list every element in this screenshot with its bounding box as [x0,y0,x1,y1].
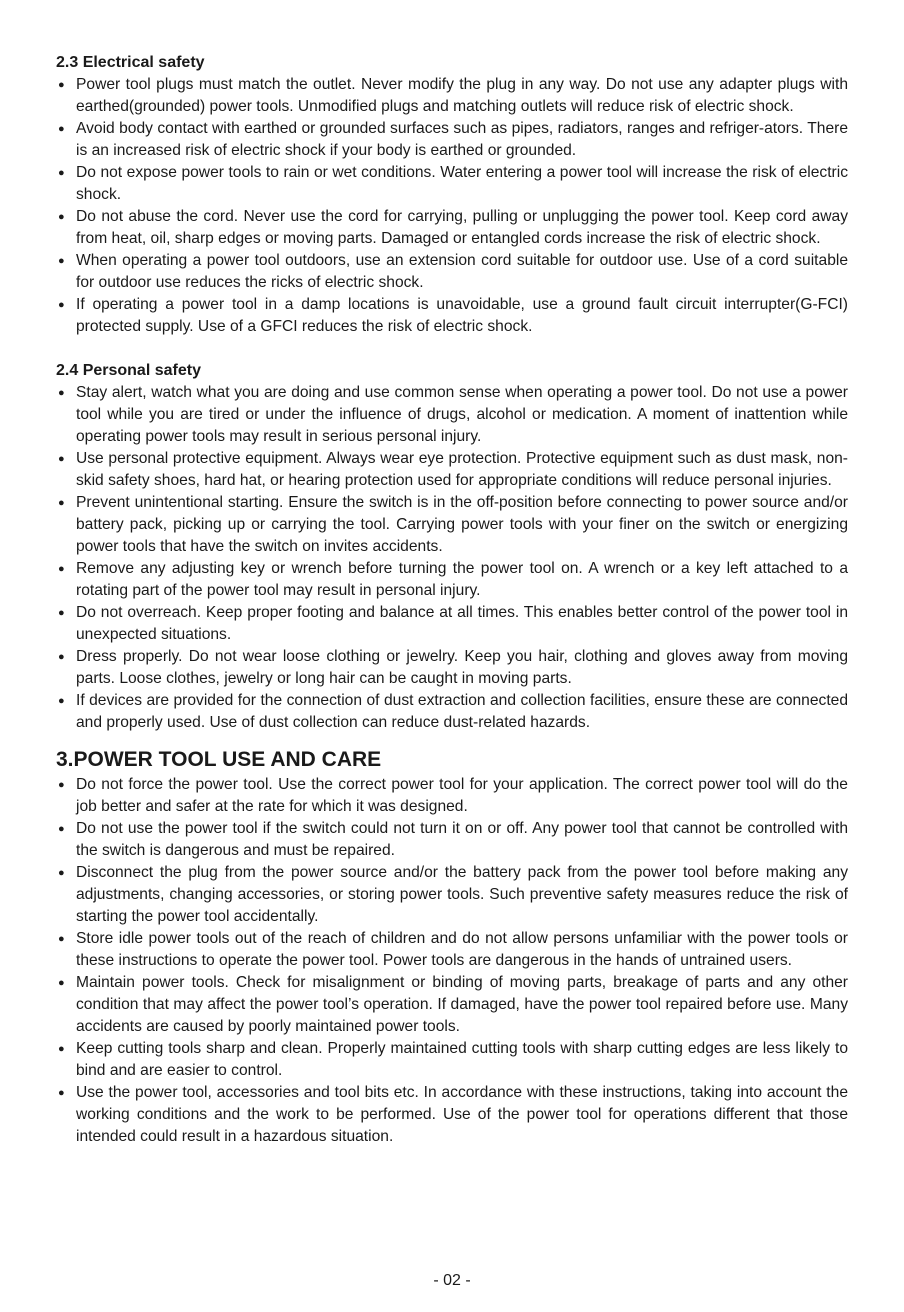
bullet-icon: ● [58,123,65,135]
list-item: ● Power tool plugs must match the outlet. Never modify the plug in any way. Do not use any adapter plugs with earthed(grounded) power tools. Unmodified plugs and matching outlets will reduce risk of electric shock. [58,76,848,115]
list-item: ● Do not force the power tool. Use the correct power tool for your application. The correct power tool will do the job better and safer at the rate for which it was designed. [58,776,848,815]
bullet-icon: ● [58,607,65,619]
bullet-icon: ● [58,255,65,267]
bullet-icon: ● [58,933,65,945]
bullet-icon: ● [58,1087,65,1099]
bullet-icon: ● [58,695,65,707]
list-item: ● Use personal protective equipment. Always wear eye protection. Protective equipment such as dust mask, non-skid safety shoes, hard hat, or hearing protection used for appropriate conditions will reduce personal injuries. [58,450,848,489]
list-item: ● When operating a power tool outdoors, use an extension cord suitable for outdoor use. Use of a cord suitable for outdoor use reduces the ricks of electric shock. [58,252,848,291]
bullet-icon: ● [58,453,65,465]
bullet-icon: ● [58,867,65,879]
bullet-icon: ● [58,167,65,179]
list-item: ● Store idle power tools out of the reach of children and do not allow persons unfamiliar with the power tools or these instructions to operate the power tool. Power tools are dangerous in the hands of untrained users. [58,930,848,969]
list-item: ● Do not expose power tools to rain or wet conditions. Water entering a power tool will increase the risk of electric shock. [58,164,848,203]
bullet-icon: ● [58,299,65,311]
section-personal-safety [56,360,848,734]
bullet-icon: ● [58,563,65,575]
list-item: ● Use the power tool, accessories and tool bits etc. In accordance with these instructions, taking into account the working conditions and the work to be performed. Use of the power tool for operations different that those intended could result in a hazardous situation. [58,1084,848,1145]
section-heading: 2.3 Electrical safety [56,54,205,71]
list-item: ● Keep cutting tools sharp and clean. Properly maintained cutting tools with sharp cutting edges are less likely to bind and are easier to control. [58,1040,848,1079]
bullet-icon: ● [58,823,65,835]
bullet-icon: ● [58,211,65,223]
bullet-list [56,74,848,338]
list-item: ● Prevent unintentional starting. Ensure the switch is in the off-position before connecting to power source and/or battery pack, picking up or carrying the tool. Carrying power tools with your finer on the switch or energizing power tools that have the switch on invites accidents. [58,494,848,555]
bullet-icon: ● [58,977,65,989]
page-number: - 02 - [433,1272,471,1289]
list-item: ● Avoid body contact with earthed or grounded surfaces such as pipes, radiators, ranges and refriger-ators. There is an increased risk of electric shock if your body is earthed or grounded. [58,120,848,159]
bullet-icon: ● [58,1043,65,1055]
bullet-list [56,382,848,734]
bullet-icon: ● [58,651,65,663]
list-item: ● If operating a power tool in a damp locations is unavoidable, use a ground fault circuit interrupter(G-FCI) protected supply. Use of a GFCI reduces the risk of electric shock. [58,296,848,335]
list-item: ● Do not abuse the cord. Never use the cord for carrying, pulling or unplugging the power tool. Keep cord away from heat, oil, sharp edges or moving parts. Damaged or entangled cords increase the risk of electric shock. [58,208,848,247]
bullet-list [56,774,848,1148]
list-item: ● Do not overreach. Keep proper footing and balance at all times. This enables better control of the power tool in unexpected situations. [58,604,848,643]
list-item: ● If devices are provided for the connection of dust extraction and collection facilities, ensure these are connected and properly used. Use of dust collection can reduce dust-related hazards. [58,692,848,731]
list-item: ● Remove any adjusting key or wrench before turning the power tool on. A wrench or a key left attached to a rotating part of the power tool may result in personal injury. [58,560,848,599]
list-item: ● Stay alert, watch what you are doing and use common sense when operating a power tool. Do not use a power tool while you are tired or under the influence of drugs, alcohol or medication. A moment of inattention while operating power tools may result in serious personal injury. [58,384,848,445]
bullet-icon: ● [58,779,65,791]
section-heading: 2.4 Personal safety [56,362,201,379]
bullet-icon: ● [58,497,65,509]
section-electrical-safety [56,52,848,338]
list-item: ● Dress properly. Do not wear loose clothing or jewelry. Keep you hair, clothing and gloves away from moving parts. Loose clothes, jewelry or long hair can be caught in moving parts. [58,648,848,687]
manual-page [56,52,848,1148]
bullet-icon: ● [58,387,65,399]
list-item: ● Disconnect the plug from the power source and/or the battery pack from the power tool before making any adjustments, changing accessories, or storing power tools. Such preventive safety measures reduce the risk of starting the power tool accidentally. [58,864,848,925]
section-heading: 3.POWER TOOL USE AND CARE [56,748,382,771]
list-item: ● Maintain power tools. Check for misalignment or binding of moving parts, breakage of parts and any other condition that may affect the power tool’s operation. If damaged, have the power tool repaired before use. Many accidents are caused by poorly maintained power tools. [58,974,848,1035]
section-power-tool-use-and-care [56,746,848,1148]
bullet-icon: ● [58,79,65,91]
list-item: ● Do not use the power tool if the switch could not turn it on or off. Any power tool that cannot be controlled with the switch is dangerous and must be repaired. [58,820,848,859]
